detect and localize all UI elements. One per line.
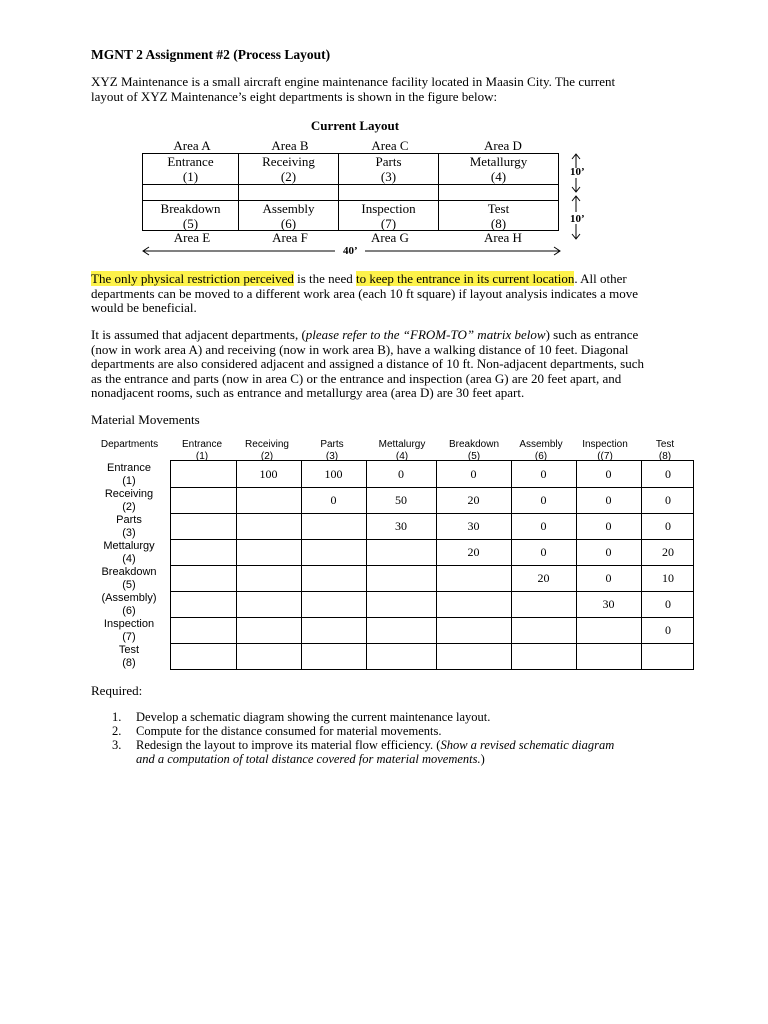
matrix-cell: 0 — [330, 493, 337, 507]
matrix-cell: 0 — [540, 519, 547, 533]
required-item-1-num: 1. — [112, 710, 122, 724]
matrix-cell: 0 — [540, 493, 547, 507]
dept-receiving: Receiving (2) — [262, 154, 315, 184]
matrix-cell: 0 — [540, 545, 547, 559]
area-label-c: Area C — [371, 138, 409, 153]
matrix-row-header: Entrance (1) — [106, 462, 152, 487]
dim-height-2: 10’ — [570, 213, 585, 225]
current-layout-heading: Current Layout — [310, 118, 400, 133]
layout-grid — [142, 153, 559, 231]
matrix-cell: 100 — [259, 467, 278, 481]
dim-height-1: 10’ — [570, 166, 585, 178]
area-label-h: Area H — [484, 230, 522, 245]
highlight-entrance: to keep the entrance in its current location — [355, 271, 575, 286]
intro-paragraph — [91, 75, 691, 104]
required-item-2: Compute for the distance consumed for material movements. — [136, 724, 442, 738]
required-item-2-num: 2. — [112, 724, 122, 738]
matrix-cell: 0 — [605, 545, 612, 559]
required-item-3-num: 3. — [112, 738, 122, 752]
dept-breakdown: Breakdown (5) — [160, 201, 221, 231]
matrix-cell: 30 — [467, 519, 480, 533]
matrix-cell: 0 — [605, 571, 612, 585]
from-to-matrix — [170, 460, 694, 670]
matrix-cell: 20 — [537, 571, 550, 585]
intro-line-1: XYZ Maintenance is a small aircraft engine maintenance facility located in Maasin City. The current — [91, 74, 616, 89]
matrix-cell: 0 — [665, 623, 671, 637]
highlight-restriction: The only physical restriction perceived — [91, 271, 294, 286]
matrix-cell: 0 — [605, 467, 612, 481]
matrix-cell: 0 — [665, 467, 671, 481]
matrix-column-header: Entrance (1) — [181, 439, 223, 462]
matrix-cell: 0 — [398, 467, 404, 481]
area-label-b: Area B — [271, 138, 309, 153]
matrix-row-header: Parts (3) — [116, 514, 142, 539]
assumption-paragraph: It is assumed that adjacent departments, (please refer to the “FROM-TO” matrix below) such as entrance (now in work area A) and receiving (now in work area B), have a walking distance of 10 feet. Diagonal departments are also considered adjacent and assigned a distance of 10 ft. Non-adjacent departments, such as the entrance and parts (now in area C) or the entrance and inspection (area G) are 20 feet apart, and nonadjacent rooms, such as entrance and metallurgy area (area D) are 30 feet apart. — [91, 327, 645, 401]
page-title: MGNT 2 Assignment #2 (Process Layout) — [91, 47, 331, 62]
area-label-d: Area D — [484, 138, 522, 153]
matrix-column-header: Receiving (2) — [245, 439, 289, 462]
matrix-row-header: Mettalurgy (4) — [103, 540, 155, 565]
matrix-column-header: Parts (3) — [320, 439, 344, 462]
dept-metallurgy: Metallurgy (4) — [469, 154, 528, 184]
matrix-cell: 10 — [662, 571, 674, 585]
required-item-3: Redesign the layout to improve its material flow efficiency. (Show a revised schematic diagram and a computation of total distance covered for material movements.) — [136, 738, 615, 766]
required-item-1: Develop a schematic diagram showing the current maintenance layout. — [136, 710, 491, 724]
material-heading: Material Movements — [91, 412, 200, 427]
matrix-cell: 0 — [665, 597, 671, 611]
dept-test: Test (8) — [487, 201, 510, 231]
dept-inspection: Inspection (7) — [361, 201, 416, 231]
matrix-column-header: Mettalurgy (4) — [378, 439, 426, 462]
dept-assembly: Assembly (6) — [262, 201, 315, 231]
matrix-row-header: Inspection (7) — [103, 618, 155, 643]
matrix-cell: 20 — [467, 545, 480, 559]
matrix-column-header: Assembly (6) — [519, 439, 563, 462]
matrix-cell: 100 — [324, 467, 343, 481]
area-label-g: Area G — [371, 230, 409, 245]
dept-parts: Parts (3) — [375, 154, 402, 184]
matrix-column-header: Breakdown (5) — [448, 439, 500, 462]
matrix-column-header: Test (8) — [655, 439, 675, 462]
area-label-f: Area F — [272, 230, 308, 245]
matrix-cell: 30 — [395, 519, 407, 533]
matrix-cell: 0 — [540, 467, 547, 481]
matrix-cell: 0 — [470, 467, 477, 481]
dim-width: 40’ — [343, 245, 358, 257]
matrix-row-header: Breakdown (5) — [101, 566, 157, 591]
area-label-e: Area E — [173, 230, 211, 245]
matrix-cell: 0 — [605, 519, 612, 533]
matrix-cell: 20 — [662, 545, 674, 559]
height-dimension-arrows — [565, 150, 595, 245]
matrix-column-header: Inspection ((7) — [582, 439, 628, 462]
matrix-row-header: Receiving (2) — [104, 488, 154, 513]
matrix-row-header: Test (8) — [118, 644, 140, 669]
area-label-a: Area A — [173, 138, 211, 153]
matrix-cell: 0 — [605, 493, 612, 507]
matrix-cell: 20 — [467, 493, 480, 507]
matrix-cell: 30 — [602, 597, 615, 611]
matrix-row-header: (Assembly) (6) — [101, 592, 157, 617]
dept-entrance: Entrance (1) — [167, 154, 214, 184]
matrix-cell: 0 — [665, 493, 671, 507]
intro-line-2: layout of XYZ Maintenance’s eight departments is shown in the figure below: — [91, 88, 498, 104]
matrix-cell: 50 — [395, 493, 407, 507]
restriction-paragraph: The only physical restriction perceived is the need to keep the entrance in its current location. All other departments can be moved to a different work area (each 10 ft square) if layout analysis indicates a move would be beneficial. — [91, 271, 638, 316]
departments-label: Departments — [100, 439, 159, 450]
matrix-cell: 0 — [665, 519, 671, 533]
required-heading: Required: — [91, 683, 143, 698]
